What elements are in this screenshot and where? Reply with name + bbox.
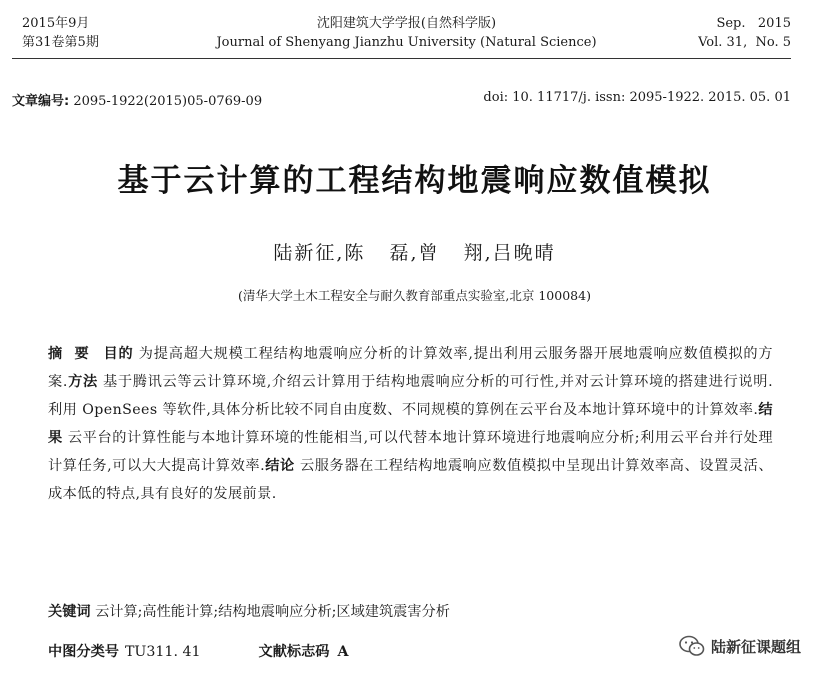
- issue-date-cn: 2015年9月: [22, 16, 90, 31]
- author-affiliation: (清华大学土木工程安全与耐久教育部重点实验室,北京 100084): [238, 288, 591, 303]
- objective-label: 目的: [103, 346, 134, 362]
- doc-code-label: 文献标志码: [258, 644, 330, 660]
- author-list: 陆新征,陈 磊,曾 翔,吕晚晴: [273, 242, 556, 264]
- classification-value: TU311. 41: [124, 644, 201, 660]
- watermark-text: 陆新征课题组: [710, 637, 801, 656]
- article-number-value: 2095-1922(2015)05-0769-09: [73, 94, 263, 109]
- classification-label: 中图分类号: [48, 644, 119, 660]
- keywords-label: 关键词: [48, 604, 91, 620]
- method-label: 方法: [67, 374, 98, 390]
- doc-code-value: A: [337, 644, 349, 660]
- keywords: [48, 601, 789, 621]
- result-label: 结果: [48, 402, 773, 446]
- header-center: [22, 14, 791, 52]
- article-number: [12, 90, 262, 109]
- conclusion-text: 云服务器在工程结构地震响应数值模拟中呈现出计算效率高、设置灵活、成本低的特点,具有良好的发展前景.: [48, 458, 773, 502]
- doi-link[interactable]: doi: 10. 11717/j. issn: 2095-1922. 2015. 05. 01: [483, 90, 791, 105]
- journal-header: [22, 14, 791, 56]
- issue-volume-cn: 第31卷第5期: [22, 35, 99, 50]
- conclusion-label: 结论: [265, 458, 295, 474]
- result-text: 云平台的计算性能与本地计算环境的性能相当,可以代替本地计算环境进行地震响应分析;利用云平台并行处理计算任务,可以大大提高计算效率.: [48, 430, 773, 474]
- keywords-value: 云计算;高性能计算;结构地震响应分析;区域建筑震害分析: [90, 604, 450, 620]
- wechat-icon: [679, 635, 705, 657]
- abstract-label: 摘 要: [48, 346, 90, 362]
- wechat-watermark: [679, 633, 801, 659]
- issue-date-en: Sep. 2015: [716, 16, 791, 31]
- journal-name-en: Journal of Shenyang Jianzhu University (Natural Science): [216, 35, 597, 50]
- classification-line: [48, 641, 349, 661]
- paper-title: 基于云计算的工程结构地震响应数值模拟: [117, 163, 712, 199]
- method-text: 基于腾讯云等云计算环境,介绍云计算用于结构地震响应分析的可行性,并对云计算环境的搭建进行说明. 利用 OpenSees 等软件,具体分析比较不同自由度数、不同规模的算例在云平台及本地计算环境中的计算效率.: [48, 374, 773, 418]
- header-right: [698, 14, 791, 52]
- abstract: [48, 340, 773, 508]
- header-divider: [12, 58, 791, 59]
- article-number-label: 文章编号:: [12, 94, 70, 109]
- issue-volume-en: Vol. 31, No. 5: [698, 35, 791, 50]
- journal-name-cn: 沈阳建筑大学学报(自然科学版): [316, 16, 497, 31]
- objective-text: 为提高超大规模工程结构地震响应分析的计算效率,提出利用云服务器开展地震响应数值模拟的方案.: [48, 346, 774, 390]
